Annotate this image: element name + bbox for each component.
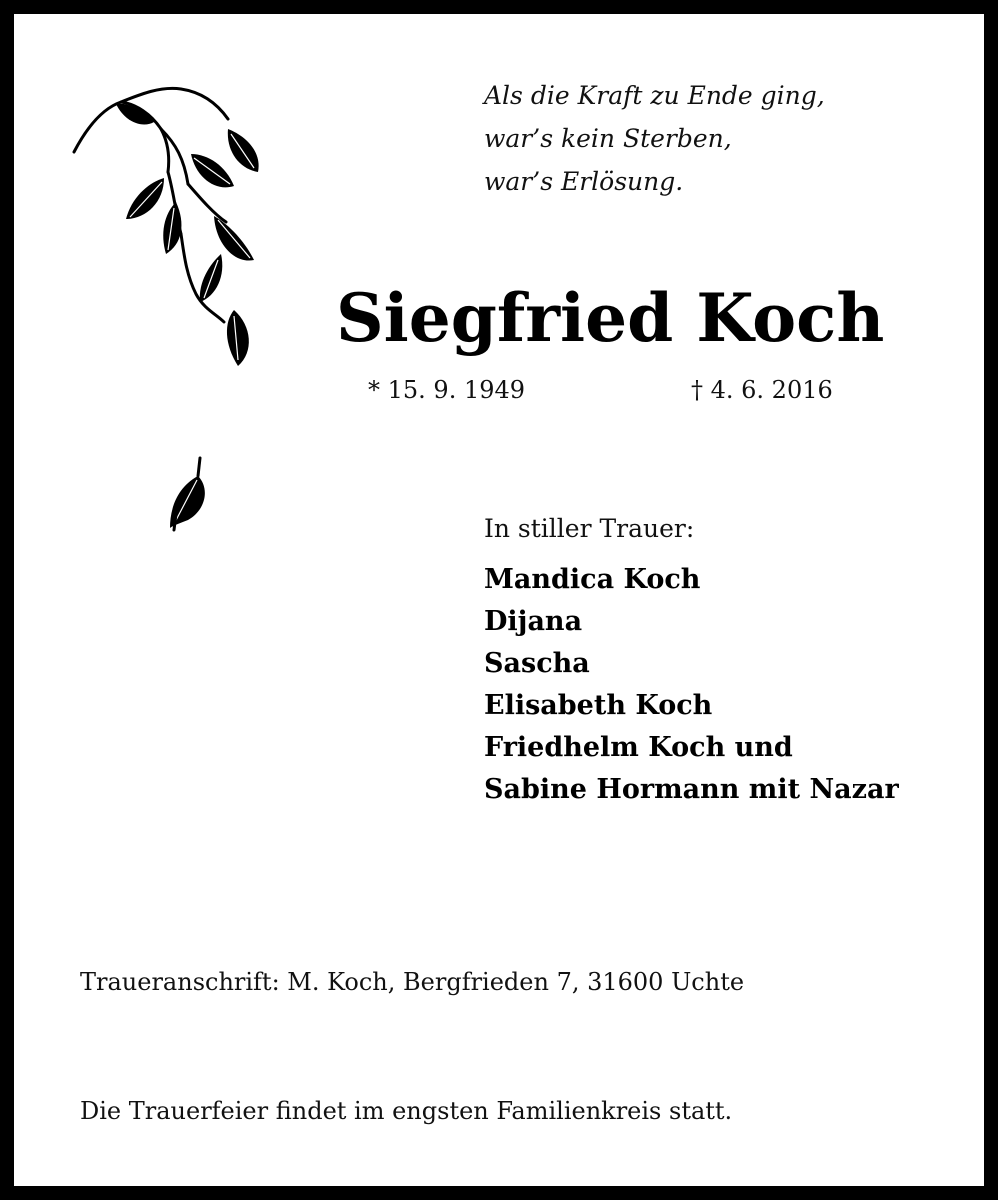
mourner-name: Mandica Koch <box>484 564 701 595</box>
death-date: † 4. 6. 2016 <box>691 376 833 404</box>
mourner-name: Sabine Hormann mit Nazar <box>484 774 899 805</box>
memorial-quote <box>484 74 825 203</box>
mourning-intro: In stiller Trauer: <box>484 514 695 543</box>
birth-date: * 15. 9. 1949 <box>368 376 526 404</box>
birch-branch-icon <box>66 74 266 374</box>
quote-line: Als die Kraft zu Ende ging, <box>484 81 825 110</box>
mourner-list <box>484 559 899 811</box>
mourner-name: Elisabeth Koch <box>484 690 713 721</box>
deceased-name: Siegfried Koch <box>336 279 885 357</box>
quote-line: war’s Erlösung. <box>484 167 684 196</box>
mourner-name: Sascha <box>484 648 590 679</box>
quote-line: war’s kein Sterben, <box>484 124 732 153</box>
mourning-address: Traueranschrift: M. Koch, Bergfrieden 7, 31600 Uchte <box>80 968 745 996</box>
mourner-name: Friedhelm Koch und <box>484 732 793 763</box>
mourner-name: Dijana <box>484 606 583 637</box>
ceremony-note: Die Trauerfeier findet im engsten Familienkreis statt. <box>80 1097 733 1125</box>
falling-leaf-icon <box>164 454 214 534</box>
